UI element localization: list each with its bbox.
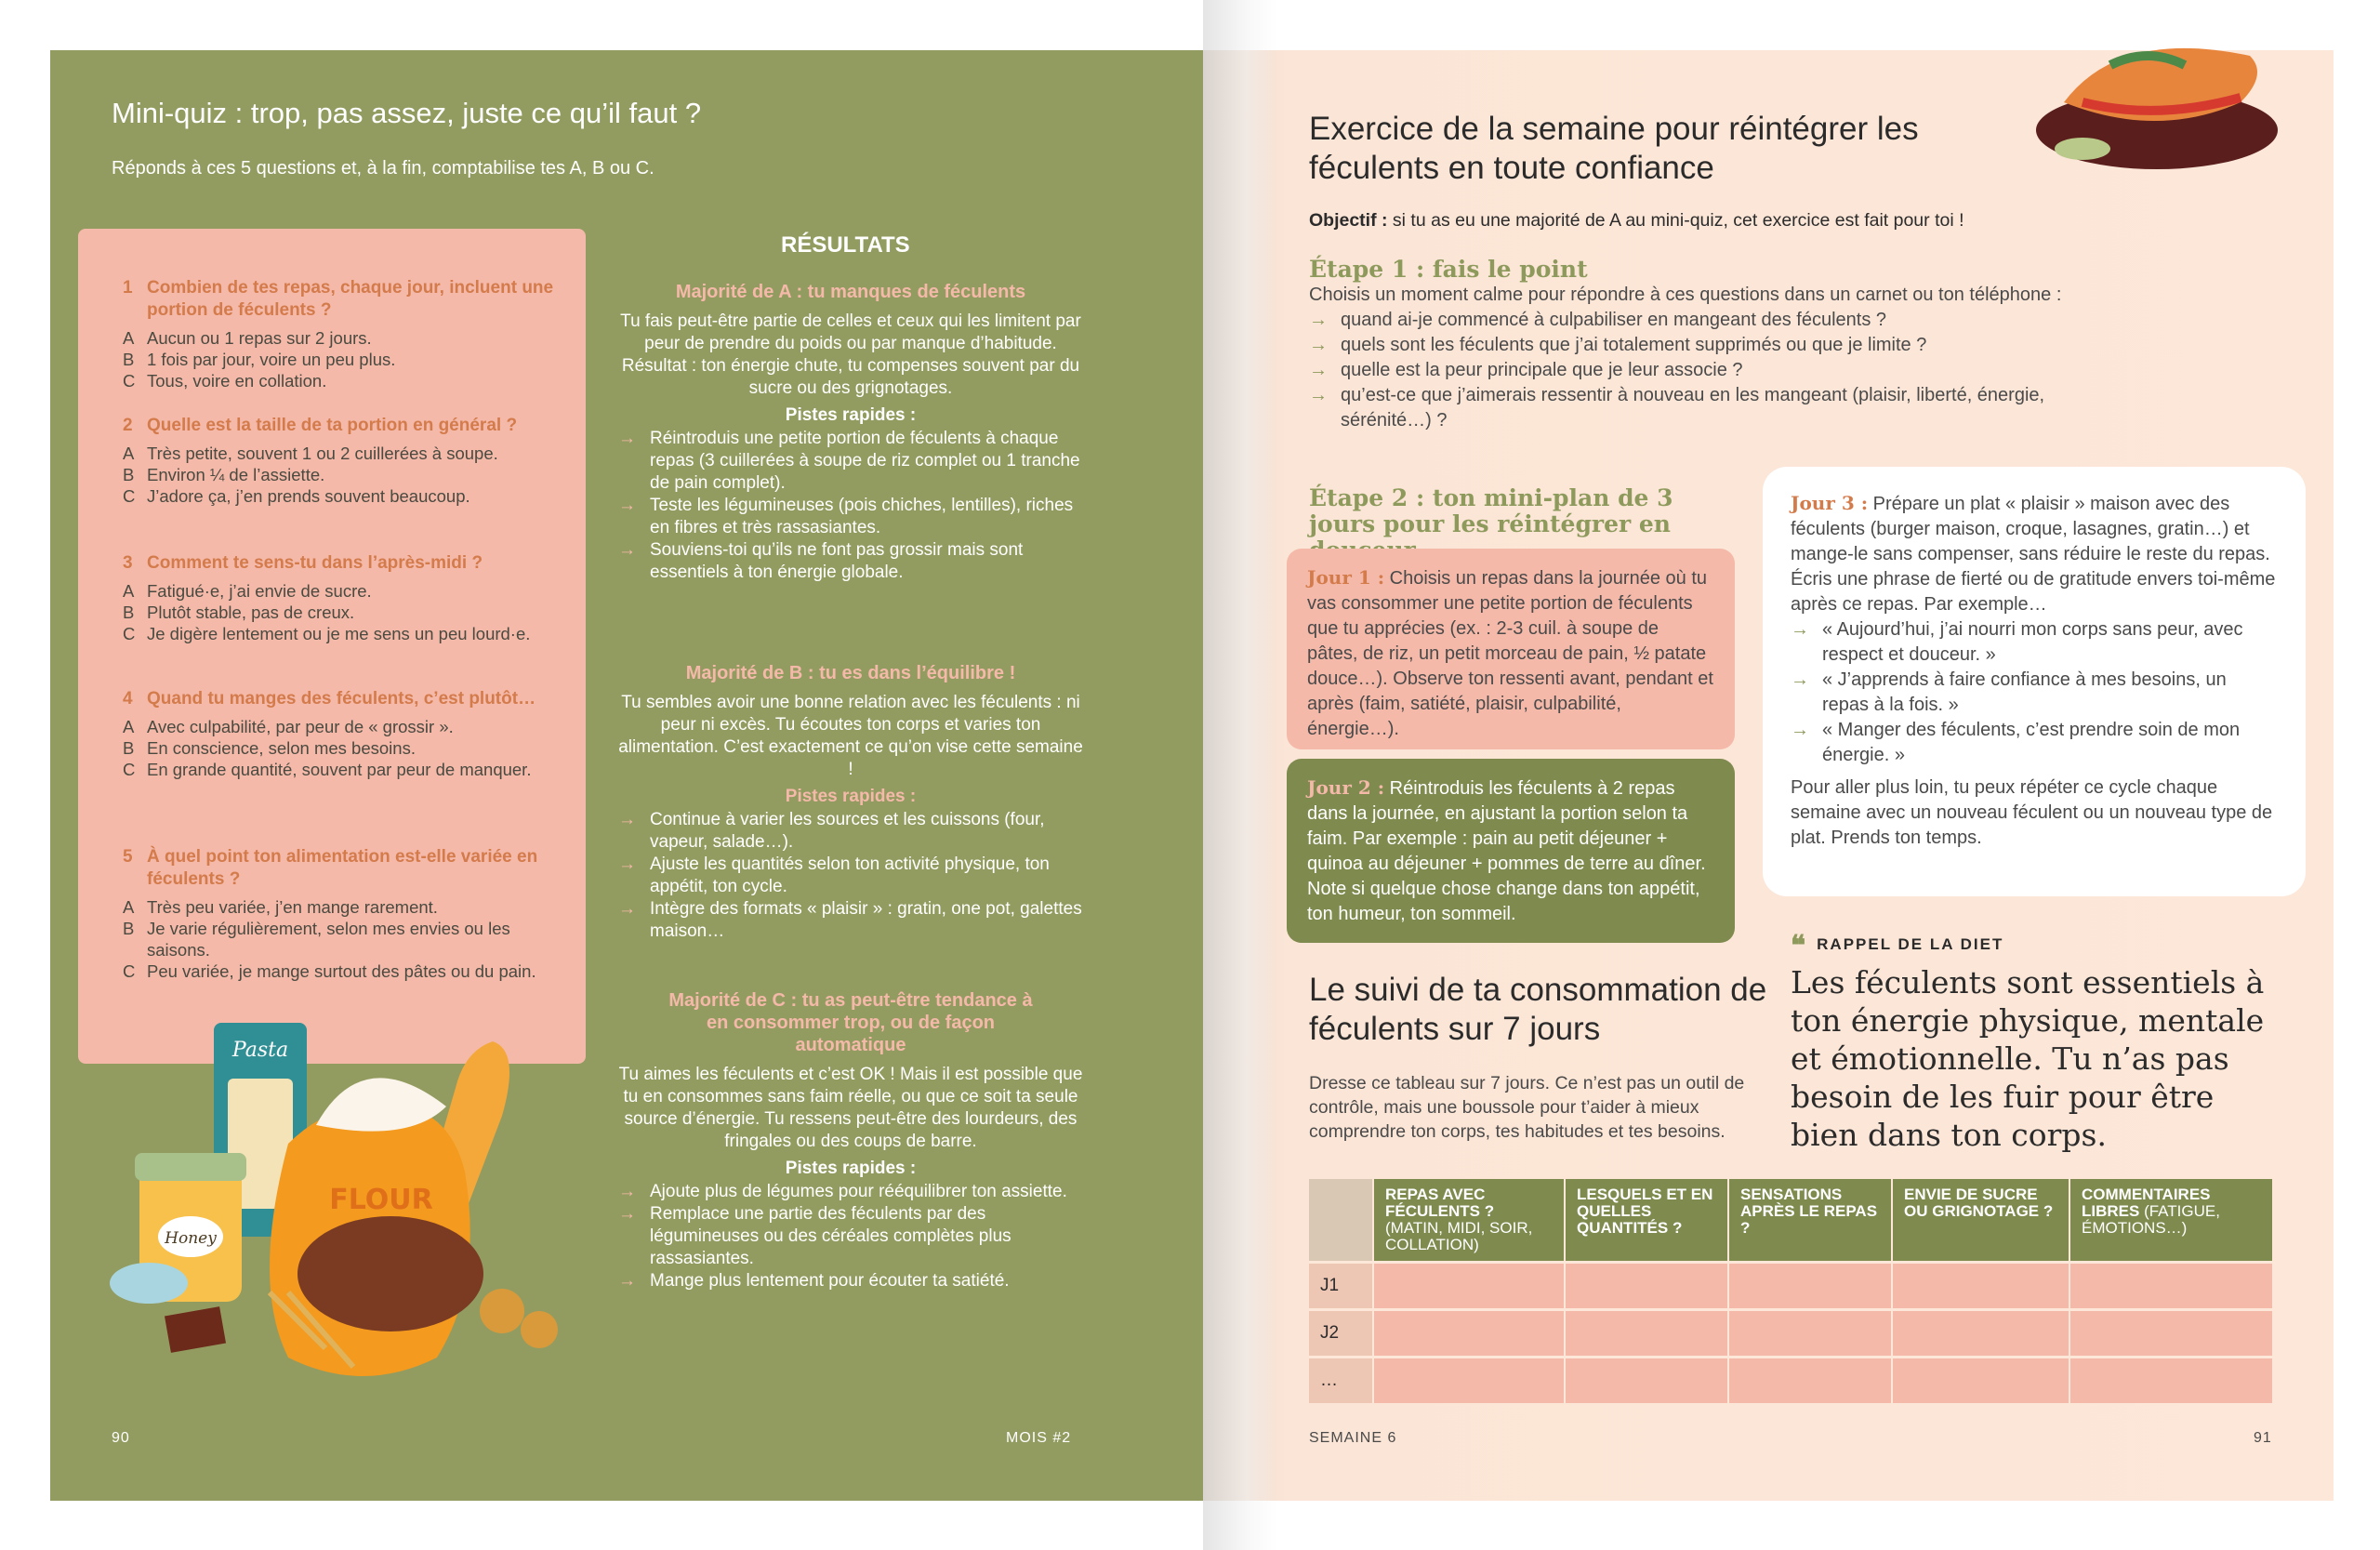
tracker-title: Le suivi de ta consommation de féculents sur 7 jours [1309, 972, 1767, 1047]
day-3-text: Prépare un plat « plaisir » maison avec des féculents (burger maison, croque, lasagnes, gratin…) et mange-le sans compenser, sans réduire le reste du repas. [1791, 494, 2270, 564]
question-number: 2 [123, 416, 133, 435]
bullet-text: Intègre des formats « plaisir » : gratin, one pot, galettes maison… [650, 899, 1082, 941]
tracker-day-label: J1 [1309, 1263, 1373, 1310]
page-number-right: 91 [2254, 1430, 2272, 1446]
day-3-bullet [1791, 718, 2278, 768]
day-2-card [1287, 759, 1735, 943]
header-main: ENVIE DE SUCRE OU GRIGNOTAGE ? [1904, 1186, 2054, 1220]
header-main: LESQUELS ET EN QUELLES QUANTITÉS ? [1577, 1186, 1713, 1237]
option-text: Je varie régulièrement, selon mes envies ou les saisons. [147, 919, 510, 960]
tracker-header-row [1309, 1179, 2273, 1263]
objective-text: si tu as eu une majorité de A au mini-quiz, cet exercice est fait pour toi ! [1387, 210, 1964, 231]
objective-label: Objectif : [1309, 210, 1388, 231]
bullet-text: « Manger des féculents, c’est prendre soin de mon énergie. » [1822, 720, 2241, 765]
tracker-cell[interactable] [1892, 1358, 2069, 1404]
bullet-text: qu’est-ce que j’aimerais ressentir à nouveau en les mangeant (plaisir, liberté, énergie, sérénité…) ? [1341, 385, 2045, 431]
day-1-card [1287, 549, 1735, 749]
result-title: Majorité de A : tu manques de féculents [675, 282, 1026, 302]
quiz-question [123, 415, 560, 507]
tracker-cell[interactable] [1565, 1358, 1728, 1404]
day-2-text: Réintroduis les féculents à 2 repas dans la journée, en ajustant la portion selon ta faim. Par exemple : pain au petit déjeuner + quinoa au déjeuner + pommes de terre au dîner. Note si quelque chose change dans ton appétit, ton humeur, ton sommeil. [1307, 778, 1706, 924]
step-1-bullet [1309, 358, 2109, 383]
question-number: 4 [123, 689, 133, 709]
question-title: Comment te sens-tu dans l’après-midi ? [147, 553, 483, 573]
cookie-shape [480, 1289, 524, 1333]
result-block-c [618, 989, 1083, 1292]
tracker-row [1309, 1263, 2273, 1310]
option-letter: C [123, 760, 136, 779]
result-block-a [618, 281, 1083, 584]
result-bullet [618, 854, 1083, 898]
option-text: Avec culpabilité, par peur de « grossir ». [147, 717, 454, 736]
sandwich-illustration [2027, 19, 2306, 177]
tracker-cell[interactable] [1728, 1310, 1892, 1358]
step-1-title: Étape 1 : fais le point [1309, 256, 1588, 283]
tracker-header [1373, 1179, 1565, 1263]
flour-label: FLOUR [329, 1184, 433, 1216]
result-bullet [618, 539, 1083, 584]
tracker-cell[interactable] [2069, 1310, 2273, 1358]
option-letter: C [123, 371, 136, 391]
result-bullet [618, 809, 1083, 854]
option-text: En conscience, selon mes besoins. [147, 738, 416, 758]
step-1-bullet [1309, 383, 2071, 433]
exercise-title: Exercice de la semaine pour réintégrer les féculents en toute confiance [1309, 111, 1919, 186]
question-number: 5 [123, 847, 133, 867]
result-block-b [618, 662, 1083, 943]
tracker-cell[interactable] [1373, 1263, 1565, 1310]
arrow-icon: → [618, 429, 636, 448]
arrow-icon: → [1309, 335, 1328, 355]
tracker-cell[interactable] [2069, 1263, 2273, 1310]
option-letter: C [123, 961, 136, 981]
step-1-bullet [1309, 308, 2109, 333]
tracker-table [1309, 1179, 2274, 1403]
option-text: En grande quantité, souvent par peur de manquer. [147, 760, 532, 779]
result-title: Majorité de C : tu as peut-être tendance à en consommer trop, ou de façon automatique [668, 990, 1033, 1055]
option-text: Environ ¼ de l’assiette. [147, 465, 325, 484]
result-bullet [618, 1203, 1083, 1270]
result-text: Tu fais peut-être partie de celles et ceux qui les limitent par peur de prendre du poids ou par manque d’habitude. Résultat : ton énergie chute, tu compenses souvent par du sucre ou des grignotages. [620, 311, 1081, 398]
arrow-icon: → [1309, 385, 1328, 405]
day-2-label: Jour 2 : [1307, 776, 1385, 799]
option-letter: C [123, 486, 136, 506]
bread-loaf-shape [298, 1216, 483, 1331]
tracker-cell[interactable] [1565, 1263, 1728, 1310]
day-1-text: Choisis un repas dans la journée où tu vas consommer une petite portion de féculents que tu apprécies (ex. : 2-3 cuil. à soupe de pâtes, de riz, un petit morceau de pain, ½ patate douce…). Observe ton ressenti avant, pendant et après (faim, satiété, plaisir, culpabilité, énergie…). [1307, 568, 1713, 739]
honey-label: Honey [165, 1229, 217, 1248]
tracker-header [1728, 1179, 1892, 1263]
section-label-right: SEMAINE 6 [1309, 1430, 1397, 1446]
tracker-day-label: J2 [1309, 1310, 1373, 1358]
chocolate-shape [165, 1306, 226, 1353]
result-title: Majorité de B : tu es dans l’équilibre ! [685, 663, 1016, 683]
tracker-intro: Dresse ce tableau sur 7 jours. Ce n’est pas un outil de contrôle, mais une boussole pour t’aider à mieux comprendre ton corps, tes habitudes et tes besoins. [1309, 1073, 1745, 1142]
question-title: Combien de tes repas, chaque jour, incluent une portion de féculents ? [147, 278, 554, 320]
step-1 [1309, 257, 2109, 433]
arrow-icon: → [1309, 310, 1328, 330]
tracker-cell[interactable] [1373, 1310, 1565, 1358]
day-1-label: Jour 1 : [1307, 566, 1385, 589]
arrow-icon: → [618, 899, 636, 919]
option-text: Peu variée, je mange surtout des pâtes ou du pain. [147, 961, 536, 981]
quote-text: Les féculents sont essentiels à ton énergie physique, mentale et émotionnelle. Tu n’as pas besoin de les fuir pour être bien dans ton corps. [1791, 964, 2265, 1153]
arrow-icon: → [618, 810, 636, 829]
sauce-bowl-shape [2055, 138, 2110, 160]
bullet-text: Ajuste les quantités selon ton activité physique, ton appétit, ton cycle. [650, 854, 1050, 896]
option-letter: B [123, 465, 135, 484]
tracker-cell[interactable] [1373, 1358, 1565, 1404]
header-sub: (MATIN, MIDI, SOIR, COLLATION) [1385, 1219, 1533, 1253]
option-text: 1 fois par jour, voire un peu plus. [147, 350, 396, 369]
quiz-intro: Réponds à ces 5 questions et, à la fin, comptabilise tes A, B ou C. [112, 158, 654, 179]
step-1-bullet [1309, 333, 2109, 358]
result-bullet [618, 898, 1083, 943]
tracker-row [1309, 1310, 2273, 1358]
tracker-cell[interactable] [1892, 1310, 2069, 1358]
bullet-text: quels sont les féculents que j’ai totalement supprimés ou que je limite ? [1341, 335, 1927, 355]
result-bullet [618, 1181, 1083, 1203]
page-gutter [1203, 0, 1277, 1550]
quiz-title: Mini-quiz : trop, pas assez, juste ce qu’il faut ? [112, 97, 702, 129]
question-number: 3 [123, 553, 133, 573]
quiz-question [123, 688, 560, 780]
result-subtitle: Pistes rapides : [785, 1159, 917, 1178]
starch-foods-illustration [102, 1013, 604, 1395]
question-number: 1 [123, 278, 133, 298]
arrow-icon: → [1791, 619, 1809, 640]
bowl-shape [110, 1263, 188, 1304]
quote-label-text: RAPPEL DE LA DIET [1817, 935, 2004, 953]
result-bullet [618, 495, 1083, 539]
tracker-cell[interactable] [1728, 1263, 1892, 1310]
arrow-icon: → [1791, 720, 1809, 740]
result-subtitle: Pistes rapides : [785, 405, 917, 425]
pasta-label: Pasta [231, 1039, 289, 1062]
bullet-text: « Aujourd’hui, j’ai nourri mon corps sans peur, avec respect et douceur. » [1822, 619, 2243, 665]
result-bullet [618, 428, 1083, 495]
option-letter: A [123, 581, 135, 601]
question-title: Quelle est la taille de ta portion en général ? [147, 416, 518, 435]
arrow-icon: → [618, 1204, 636, 1224]
quiz-card [78, 229, 586, 1064]
tracker-header [2069, 1179, 2273, 1263]
result-bullet [618, 1270, 1083, 1292]
results-title: RÉSULTATS [781, 232, 910, 258]
quote-icon: ❝ [1791, 931, 1808, 961]
arrow-icon: → [1309, 360, 1328, 380]
bullet-text: Continue à varier les sources et les cuissons (four, vapeur, salade…). [650, 810, 1045, 852]
option-text: Aucun ou 1 repas sur 2 jours. [147, 328, 372, 348]
option-text: Fatigué·e, j’ai envie de sucre. [147, 581, 372, 601]
header-main: REPAS AVEC FÉCULENTS ? [1385, 1186, 1495, 1220]
question-title: Quand tu manges des féculents, c’est plutôt… [147, 689, 536, 709]
bullet-text: « J’apprends à faire confiance à mes besoins, un repas à la fois. » [1822, 669, 2227, 715]
arrow-icon: → [618, 1271, 636, 1291]
bullet-text: Réintroduis une petite portion de féculents à chaque repas (3 cuillerées à soupe de riz complet ou 1 tranche de pain complet). [650, 429, 1080, 493]
honey-jar-lid [135, 1153, 246, 1181]
arrow-icon: → [618, 540, 636, 560]
bullet-text: Ajoute plus de légumes pour rééquilibrer ton assiette. [650, 1182, 1067, 1201]
option-text: Très petite, souvent 1 ou 2 cuillerées à soupe. [147, 444, 498, 463]
option-letter: B [123, 350, 135, 369]
tracker-cell[interactable] [1892, 1263, 2069, 1310]
question-title: À quel point ton alimentation est-elle variée en féculents ? [147, 847, 538, 889]
bullet-text: Mange plus lentement pour écouter ta satiété. [650, 1271, 1010, 1291]
arrow-icon: → [618, 1182, 636, 1201]
bullet-text: Souviens-toi qu’ils ne font pas grossir mais sont essentiels à ton énergie globale. [650, 540, 1024, 582]
quiz-question [123, 552, 560, 644]
header-sub: (FATIGUE, ÉMOTIONS…) [2082, 1202, 2220, 1237]
bullet-text: Teste les légumineuses (pois chiches, lentilles), riches en fibres et très rassasiantes. [650, 496, 1074, 537]
step-2-title: Étape 2 : ton mini-plan de 3 jours pour les réintégrer en [1309, 484, 1673, 537]
arrow-icon: → [618, 496, 636, 515]
arrow-icon: → [1791, 669, 1809, 690]
step-1-text: Choisis un moment calme pour répondre à ces questions dans un carnet ou ton téléphone : [1309, 285, 2062, 305]
tracker-day-label: … [1309, 1358, 1373, 1404]
option-letter: A [123, 717, 135, 736]
result-subtitle: Pistes rapides : [785, 787, 917, 806]
page-number-left: 90 [112, 1430, 130, 1446]
day-3-card [1763, 467, 2306, 896]
bullet-text: quelle est la peur principale que je leur associe ? [1341, 360, 1743, 380]
quiz-question [123, 277, 560, 391]
option-letter: A [123, 444, 135, 463]
option-letter: A [123, 328, 135, 348]
tracker-header [1892, 1179, 2069, 1263]
tracker-cell[interactable] [1728, 1358, 1892, 1404]
tracker-cell[interactable] [1565, 1310, 1728, 1358]
option-letter: A [123, 897, 135, 917]
tracker-cell[interactable] [2069, 1358, 2273, 1404]
objective [1309, 210, 1964, 232]
cookie-shape [521, 1311, 558, 1348]
result-text: Tu aimes les féculents et c’est OK ! Mais il est possible que tu en consommes sans faim réelle, ou que ce soit ta seule source d’énergie. Tu ressens peut-être des lourdeurs, des fringales ou des coups de barre. [618, 1065, 1083, 1151]
header-main: COMMENTAIRES LIBRES [2082, 1186, 2211, 1220]
result-text: Tu sembles avoir une bonne relation avec les féculents : ni peur ni excès. Tu écoutes ton corps et varies ton alimentation. C’est exactement ce qu’on vise cette semaine ! [618, 693, 1083, 779]
day-3-label: Jour 3 : [1791, 492, 1869, 514]
option-text: Très peu variée, j’en mange rarement. [147, 897, 438, 917]
quiz-question [123, 846, 560, 982]
day-3-bullet [1791, 617, 2278, 668]
day-3-text-2: Écris une phrase de fierté ou de gratitude envers toi-même après ce repas. Par exemple… [1791, 569, 2276, 615]
day-3-text-3: Pour aller plus loin, tu peux répéter ce cycle chaque semaine avec un nouveau féculent ou un nouveau type de plat. Prends ton temps. [1791, 777, 2273, 848]
tracker-row [1309, 1358, 2273, 1404]
option-text: Plutôt stable, pas de creux. [147, 603, 355, 622]
option-text: Tous, voire en collation. [147, 371, 327, 391]
arrow-icon: → [618, 854, 636, 874]
option-text: Je digère lentement ou je me sens un peu lourd·e. [147, 624, 531, 643]
bullet-text: quand ai-je commencé à culpabiliser en mangeant des féculents ? [1341, 310, 1887, 330]
header-main: SENSATIONS APRÈS LE REPAS ? [1740, 1186, 1878, 1237]
section-label-left: MOIS #2 [1006, 1430, 1072, 1446]
option-letter: B [123, 738, 135, 758]
option-text: J’adore ça, j’en prends souvent beaucoup. [147, 486, 470, 506]
tracker-header [1565, 1179, 1728, 1263]
quote-label [1791, 930, 2003, 962]
option-letter: B [123, 603, 135, 622]
option-letter: B [123, 919, 135, 938]
tracker-header-empty [1309, 1179, 1373, 1263]
option-letter: C [123, 624, 136, 643]
bullet-text: Remplace une partie des féculents par des légumineuses ou des céréales complètes plus rassasiantes. [650, 1204, 1012, 1268]
day-3-bullet [1791, 668, 2278, 718]
